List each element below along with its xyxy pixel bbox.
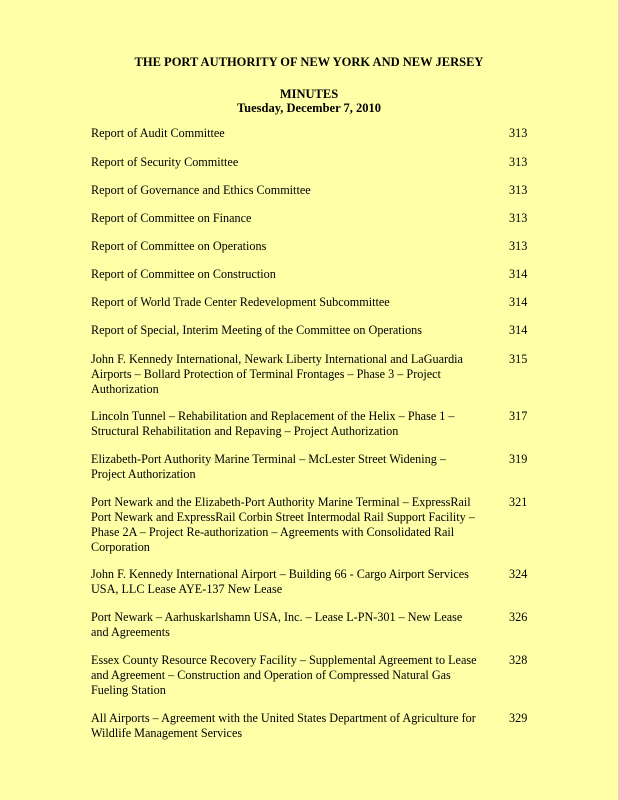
toc-entry <box>91 653 528 698</box>
toc-entry-title: Lincoln Tunnel – Rehabilitation and Replacement of the Helix – Phase 1 – Structural Rehabilitation and Repaving – Project Authorization <box>91 409 455 438</box>
toc-entry-page: 321 <box>509 495 528 509</box>
toc-entry <box>91 183 528 198</box>
toc-entry-title: Elizabeth-Port Authority Marine Terminal – McLester Street Widening – Project Authorization <box>91 452 446 481</box>
organization-title: THE PORT AUTHORITY OF NEW YORK AND NEW JERSEY <box>134 55 484 69</box>
minutes-heading: MINUTES <box>279 87 339 101</box>
toc-entry-page: 319 <box>509 452 528 466</box>
toc-entry-title: Essex County Resource Recovery Facility – Supplemental Agreement to Lease and Agreement – Construction and Operation of Compressed Natural Gas Fueling Station <box>91 653 477 697</box>
toc-entry-title: Report of Security Committee <box>91 155 239 169</box>
toc-entry <box>91 126 528 141</box>
toc-entry <box>91 711 528 741</box>
toc-entry <box>91 610 528 640</box>
toc-entry-title: John F. Kennedy International, Newark Liberty International and LaGuardia Airports – Bollard Protection of Terminal Frontages – Phase 3 – Project Authorization <box>91 352 463 396</box>
toc-entry-page: 313 <box>509 211 528 225</box>
toc-entry-page: 314 <box>509 323 528 337</box>
toc-entry-page: 314 <box>509 267 528 281</box>
toc-entry <box>91 295 528 310</box>
toc-entry-page: 328 <box>509 653 528 667</box>
toc-entry <box>91 409 528 439</box>
toc-entry-page: 313 <box>509 183 528 197</box>
toc-entry-title: Port Newark – Aarhuskarlshamn USA, Inc. – Lease L-PN-301 – New Lease and Agreements <box>91 610 463 639</box>
toc-entry-page: 313 <box>509 239 528 253</box>
toc-entry-title: Report of Committee on Construction <box>91 267 276 281</box>
toc-entry-page: 315 <box>509 352 528 366</box>
meeting-date: Tuesday, December 7, 2010 <box>236 101 382 115</box>
toc-entry-title: All Airports – Agreement with the United States Department of Agriculture for Wildlife Management Services <box>91 711 476 740</box>
toc-entry-title: Report of Audit Committee <box>91 126 225 140</box>
toc-entry-title: Port Newark and the Elizabeth-Port Authority Marine Terminal – ExpressRail Port Newark and ExpressRail Corbin Street Intermodal Rail Support Facility – Phase 2A – Project Re-authorization – Agreements with Consolidated Rail Corporation <box>91 495 475 554</box>
toc-entry-page: 314 <box>509 295 528 309</box>
toc-entry <box>91 267 528 282</box>
toc-entry-title: John F. Kennedy International Airport – Building 66 - Cargo Airport Services USA, LLC Lease AYE-137 New Lease <box>91 567 469 596</box>
toc-entry-page: 329 <box>509 711 528 725</box>
toc-entry-title: Report of Committee on Operations <box>91 239 267 253</box>
toc-entry <box>91 495 528 555</box>
toc-entry-title: Report of Committee on Finance <box>91 211 252 225</box>
toc-entry <box>91 452 528 482</box>
toc-entry-page: 313 <box>509 155 528 169</box>
toc-entry-title: Report of Governance and Ethics Committee <box>91 183 311 197</box>
toc-entry-page: 326 <box>509 610 528 624</box>
toc-entry-title: Report of Special, Interim Meeting of the Committee on Operations <box>91 323 423 337</box>
toc-entry-page: 324 <box>509 567 528 581</box>
toc-entry <box>91 155 528 170</box>
toc-entry-page: 317 <box>509 409 528 423</box>
toc-entry <box>91 239 528 254</box>
toc-entry-title: Report of World Trade Center Redevelopment Subcommittee <box>91 295 390 309</box>
toc-entry <box>91 323 528 338</box>
toc-entry <box>91 211 528 226</box>
toc-entry <box>91 567 528 597</box>
toc-entry <box>91 352 528 397</box>
toc-entry-page: 313 <box>509 126 528 140</box>
